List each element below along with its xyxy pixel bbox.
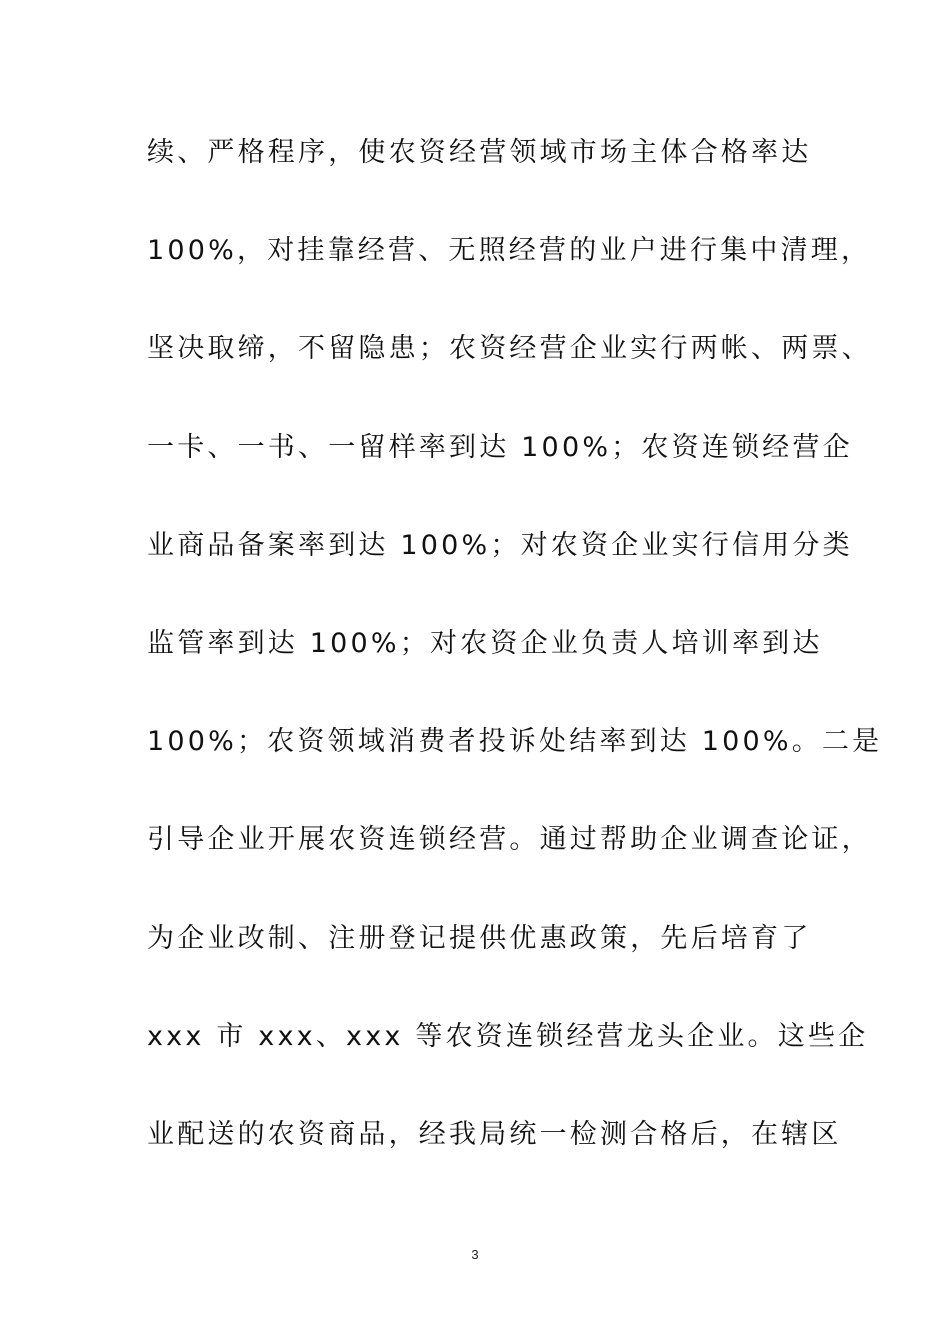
body-text <box>147 128 883 1208</box>
page-number: 3 <box>471 1247 479 1262</box>
text-line: 业配送的农资商品，经我局统一检测合格后，在辖区 <box>147 1118 842 1150</box>
text-line: 100%，对挂靠经营、无照经营的业户进行集中清理， <box>147 235 872 267</box>
text-line: 坚决取缔，不留隐患；农资经营企业实行两帐、两票、 <box>147 333 872 365</box>
text-line: 业商品备案率到达 100%；对农资企业实行信用分类 <box>147 529 853 561</box>
text-line: xxx 市 xxx、xxx 等农资连锁经营龙头企业。这些企 <box>147 1020 869 1052</box>
text-line: 引导企业开展农资连锁经营。通过帮助企业调查论证， <box>147 824 872 856</box>
text-line: 为企业改制、注册登记提供优惠政策，先后培育了 <box>147 922 812 954</box>
text-line: 一卡、一书、一留样率到达 100%；农资连锁经营企 <box>147 431 853 463</box>
text-line: 100%；农资领域消费者投诉处结率到达 100%。二是 <box>147 726 883 758</box>
text-line: 续、严格程序，使农资经营领域市场主体合格率达 <box>147 137 812 168</box>
text-line: 监管率到达 100%；对农资企业负责人培训率到达 <box>147 627 823 659</box>
